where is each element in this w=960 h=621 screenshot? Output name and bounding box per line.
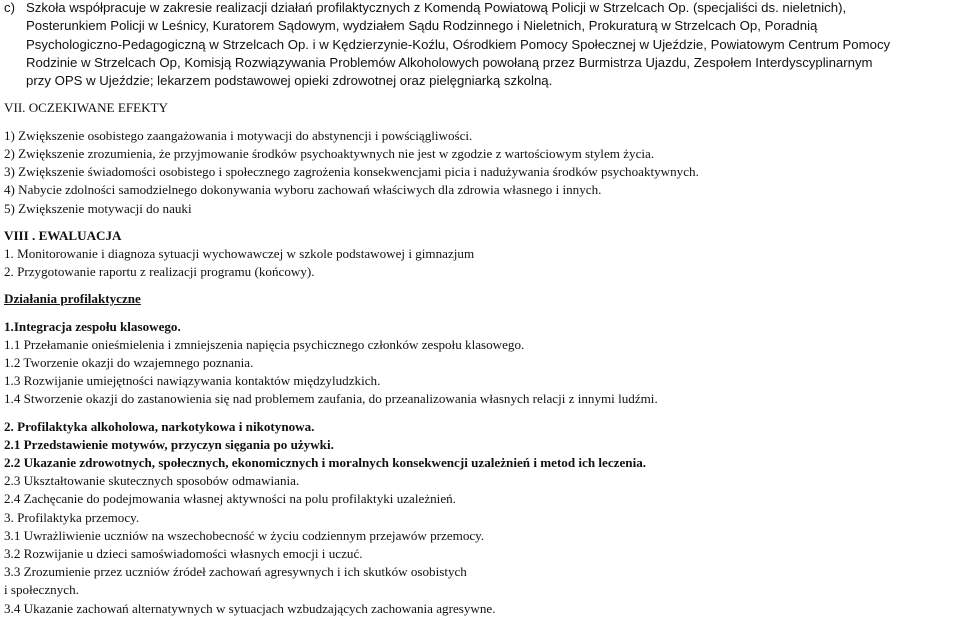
intro-line: przy OPS w Ujeździe; lekarzem podstawowej opieki zdrowotnej oraz pielęgniarką szkolną. [26,73,553,89]
intro-line: Rodzinie w Strzelcach Op, Komisją Rozwiązywania Problemów Alkoholowych powołaną przez Burmistrza Ujazdu, Zespołem Interdyscyplinarnym [26,54,873,70]
action-item: 1.3 Rozwijanie umiejętności nawiązywania kontaktów międzyludzkich. [4,373,381,389]
group-title-integration: 1.Integracja zespołu klasowego. [4,318,181,334]
intro-paragraph [4,0,956,90]
action-item: 2.3 Ukształtowanie skutecznych sposobów odmawiania. [4,473,300,489]
action-item: 3.3 Zrozumienie przez uczniów źródeł zachowań agresywnych i ich skutków osobistych [4,564,467,580]
evaluation-item: 2. Przygotowanie raportu z realizacji programu (końcowy). [4,264,315,280]
section-heading-actions: Działania profilaktyczne [4,291,141,307]
action-item: 1.1 Przełamanie onieśmielenia i zmniejszenia napięcia psychicznego członków zespołu klasowego. [4,336,525,352]
effect-item: 5) Zwiększenie motywacji do nauki [4,200,192,216]
action-item: 1.2 Tworzenie okazji do wzajemnego poznania. [4,354,254,370]
action-item: 3.4 Ukazanie zachowań alternatywnych w sytuacjach wzbudzających zachowania agresywne. [4,600,496,616]
intro-line: Szkoła współpracuje w zakresie realizacji działań profilaktycznych z Komendą Powiatową Policji w Strzelcach Op. (specjaliści ds. nieletnich), [26,0,847,15]
action-item: 3.2 Rozwijanie u dzieci samoświadomości własnych emocji i uczuć. [4,545,363,561]
effect-item: 1) Zwiększenie osobistego zaangażowania i motywacji do abstynencji i powściągliwości. [4,127,473,143]
group-title-violence: 3. Profilaktyka przemocy. [4,509,140,525]
action-item-bold: 2.1 Przedstawienie motywów, przyczyn sięgania po używki. [4,436,334,452]
section-heading-effects: VII. OCZEKIWANE EFEKTY [4,100,169,116]
action-item: 2.4 Zachęcanie do podejmowania własnej aktywności na polu profilaktyki uzależnień. [4,491,456,507]
intro-label: c) [4,0,15,15]
action-item: i społecznych. [4,582,79,598]
group-title-addiction: 2. Profilaktyka alkoholowa, narkotykowa i nikotynowa. [4,418,315,434]
document-page [4,0,956,618]
intro-line: Psychologiczno-Pedagogiczną w Strzelcach Op. i w Kędzierzynie-Koźlu, Ośrodkiem Pomocy Społecznej w Ujeździe, Powiatowym Centrum Pomocy [26,36,891,52]
section-heading-evaluation: VIII . EWALUACJA [4,227,122,243]
intro-text [26,0,890,90]
evaluation-item: 1. Monitorowanie i diagnoza sytuacji wychowawczej w szkole podstawowej i gimnazjum [4,245,475,261]
effect-item: 4) Nabycie zdolności samodzielnego dokonywania wyboru zachowań właściwych dla zdrowia własnego i innych. [4,182,602,198]
action-item-bold: 2.2 Ukazanie zdrowotnych, społecznych, ekonomicznych i moralnych konsekwencji uzależnień i metod ich leczenia. [4,454,647,470]
effect-item: 2) Zwiększenie zrozumienia, że przyjmowanie środków psychoaktywnych nie jest w zgodzie z wartościowym stylem życia. [4,145,655,161]
intro-line: Posterunkiem Policji w Leśnicy, Kuratorem Sądowym, wydziałem Sądu Rodzinnego i Nieletnich, Prokuraturą w Strzelcach Op, Poradnią [26,18,818,34]
action-item: 1.4 Stworzenie okazji do zastanowienia się nad problemem zaufania, do przeanalizowania własnych relacji z innymi ludźmi. [4,391,658,407]
action-item: 3.1 Uwrażliwienie uczniów na wszechobecność w życiu codziennym przejawów przemocy. [4,527,485,543]
effect-item: 3) Zwiększenie świadomości osobistego i społecznego zagrożenia konsekwencjami picia i nadużywania środków psychoaktywnych. [4,164,699,180]
